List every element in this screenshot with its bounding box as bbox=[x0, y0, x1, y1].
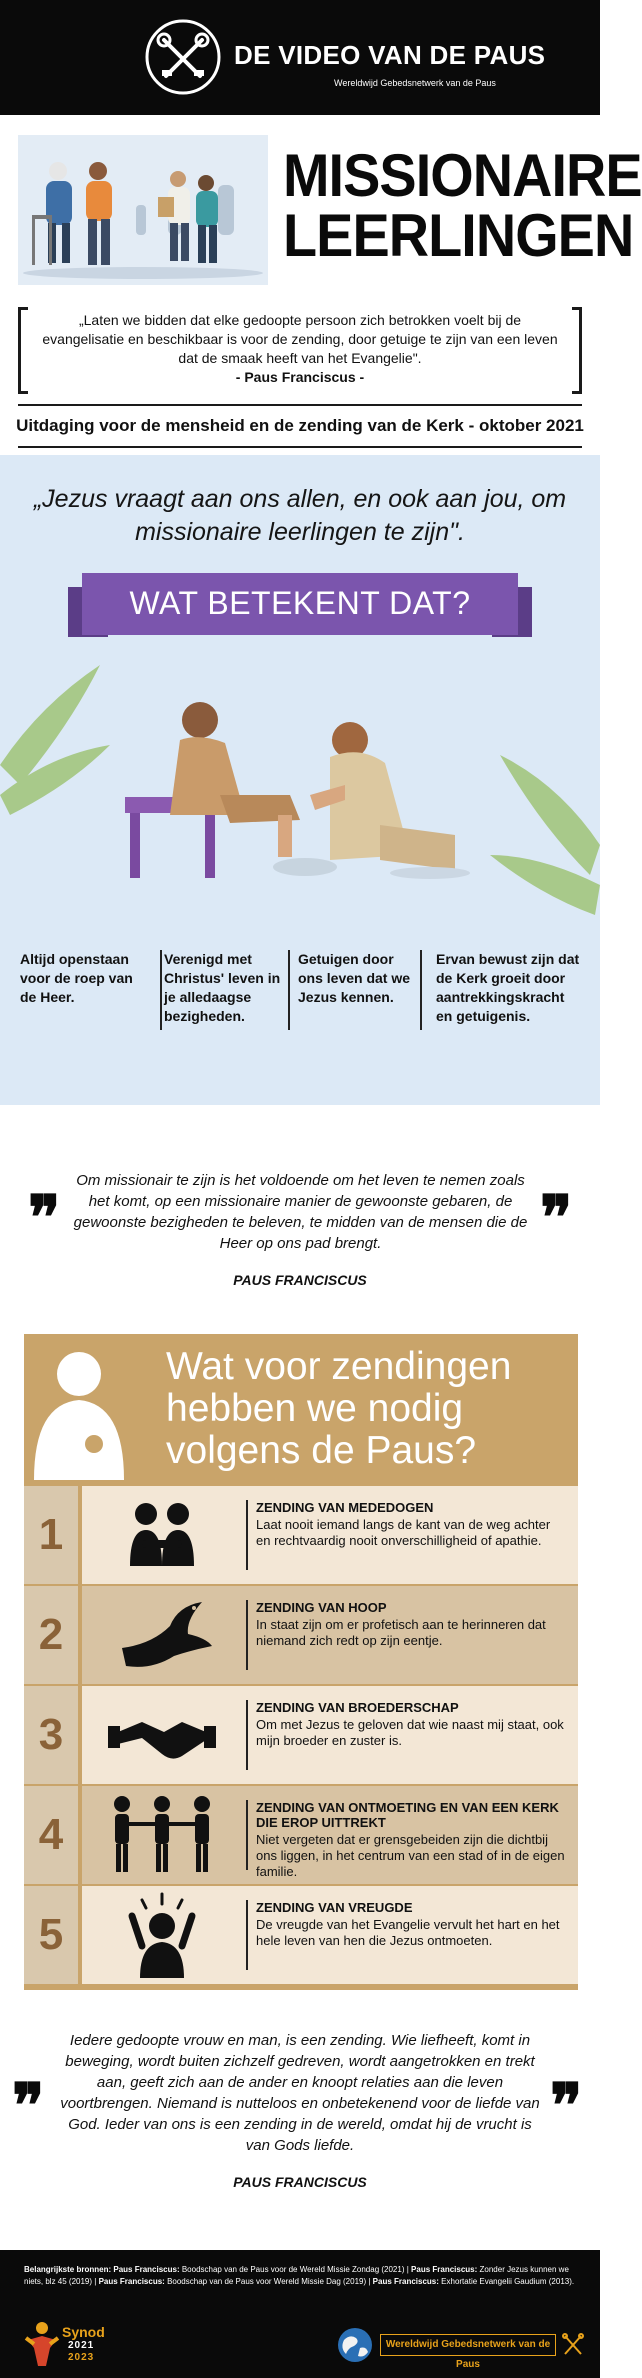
right-bracket bbox=[572, 307, 582, 394]
meaning-point-4: Ervan bewust zijn dat de Kerk groeit door aantrekkingskracht en getuigenis. bbox=[436, 951, 580, 1024]
mission-separator bbox=[246, 1600, 248, 1670]
mission-heading: ZENDING VAN HOOP bbox=[256, 1600, 387, 1615]
mission-heading: ZENDING VAN MEDEDOGEN bbox=[256, 1500, 434, 1515]
meaning-point-1: Altijd openstaan voor de roep van de Heer. bbox=[20, 951, 133, 1005]
mission-description: Niet vergeten dat er grensgebeiden zijn die dichtbij ons liggen, in het centrum van een stad of in de eigen familie. bbox=[256, 1832, 565, 1879]
joy-icon bbox=[82, 1886, 242, 1984]
mission-description: Laat nooit iemand langs de kant van de weg achter en rechtvaardig nooit onverschilligheid of apathie. bbox=[256, 1517, 551, 1548]
subtitle: Uitdaging voor de mensheid en de zending van de Kerk - oktober 2021 bbox=[16, 416, 584, 435]
source-author: Paus Franciscus: bbox=[372, 2277, 439, 2286]
brand-title: DE VIDEO VAN DE PAUS bbox=[234, 40, 546, 70]
mission-description: Om met Jezus te geloven dat wie naast mij staat, ook mijn broeder en zuster is. bbox=[256, 1717, 564, 1748]
left-quote-mark-icon: ❞ bbox=[28, 1183, 61, 1253]
crossed-keys-icon bbox=[562, 2332, 584, 2358]
mission-row bbox=[24, 1486, 578, 1584]
title-line-1: MISSIONAIRE bbox=[283, 142, 642, 209]
mission-row bbox=[24, 1786, 578, 1884]
missions-panel bbox=[24, 1334, 578, 1990]
mission-heading: ZENDING VAN VREUGDE bbox=[256, 1900, 413, 1915]
sources-label: Belangrijkste bronnen: bbox=[24, 2265, 112, 2274]
title-line-2: LEERLINGEN bbox=[283, 202, 634, 269]
synod-year-end: 2023 bbox=[68, 2352, 95, 2363]
mission-number: 2 bbox=[24, 1586, 78, 1684]
mission-number: 4 bbox=[24, 1786, 78, 1884]
right-quote-mark-icon: ❞ bbox=[540, 1183, 573, 1253]
mission-heading: ZENDING VAN BROEDERSCHAP bbox=[256, 1700, 459, 1715]
pope-quote-2-text: Iedere gedoopte vrouw en man, is een zending. Wie liefheeft, komt in beweging, wordt buiten zichzelf gedreven, wordt aangetrokken en trekt aan, geeft zich aan de ander en knoopt relaties aan die leven voortbrengen. Niemand is nutteloos en onbetekenend voor de liefde van God. Ieder van ons is een zending in de wereld, omdat hij de vrucht is van Gods liefde. bbox=[60, 2032, 540, 2154]
source-author: Paus Franciscus: bbox=[411, 2265, 478, 2274]
mission-row bbox=[24, 1586, 578, 1684]
left-bracket bbox=[18, 307, 28, 394]
banner bbox=[68, 573, 532, 645]
right-quote-mark-icon: ❞ bbox=[550, 2071, 583, 2141]
pope-quote-2-author: PAUS FRANCISCUS bbox=[233, 2174, 367, 2190]
mission-icon-box bbox=[82, 1786, 242, 1884]
column-separator bbox=[288, 950, 290, 1030]
crossed-keys-emblem-icon bbox=[144, 18, 222, 96]
mission-icon-box bbox=[82, 1486, 242, 1584]
pope-quote-1-author: PAUS FRANCISCUS bbox=[233, 1272, 367, 1288]
source-title: Boodschap van de Paus voor Wereld Missie Dag (2019) bbox=[167, 2277, 367, 2286]
foot-washing-illustration bbox=[0, 645, 600, 915]
main-title bbox=[283, 142, 642, 269]
globe-icon bbox=[336, 2326, 374, 2364]
page-footer bbox=[0, 2250, 600, 2378]
mission-icon-box bbox=[82, 1586, 242, 1684]
source-title: Boodschap van de Paus voor de Wereld Missie Zondag (2021) bbox=[181, 2265, 405, 2274]
pope-quote-2 bbox=[0, 2020, 600, 2200]
column-separator bbox=[420, 950, 422, 1030]
pope-quote-1 bbox=[0, 1160, 600, 1310]
mission-number: 3 bbox=[24, 1686, 78, 1784]
meaning-columns bbox=[20, 950, 580, 1030]
people-walking-illustration bbox=[18, 135, 268, 285]
synod-year-start: 2021 bbox=[68, 2340, 95, 2351]
jesus-quote: „Jezus vraagt aan ons allen, en ook aan jou, om missionaire leerlingen te zijn". bbox=[33, 485, 567, 546]
mission-separator bbox=[246, 1800, 248, 1870]
embrace-icon bbox=[82, 1486, 242, 1584]
intention-quote-author: - Paus Franciscus - bbox=[235, 369, 365, 385]
mission-icon-box bbox=[82, 1686, 242, 1784]
divider bbox=[18, 446, 582, 448]
intention-quote bbox=[38, 311, 562, 387]
pope-quote-1-text: Om missionair te zijn is het voldoende om het leven te nemen zoals het komt, op een missionaire manier de gewoonste gebaren, de gewoonste bezigheden te beleven, te midden van de mensen die de Heer op ons pad brengt. bbox=[73, 1172, 528, 1252]
prayer-network-logo bbox=[336, 2326, 586, 2370]
mission-heading: ZENDING VAN ONTMOETING EN VAN EEN KERK DIE EROP UITTREKT bbox=[256, 1800, 559, 1830]
network-name: Wereldwijd Gebedsnetwerk van de Paus bbox=[380, 2334, 556, 2356]
mission-description: De vreugde van het Evangelie vervult het hart en het hele leven van hen die Jezus ontmoeten. bbox=[256, 1917, 560, 1948]
banner-text: WAT BETEKENT DAT? bbox=[129, 585, 471, 621]
meaning-point-2: Verenigd met Christus' leven in je alledaagse bezigheden. bbox=[164, 951, 281, 1024]
meaning-section bbox=[0, 455, 600, 1105]
source-author: Paus Franciscus: bbox=[113, 2265, 180, 2274]
handshake-icon bbox=[82, 1686, 242, 1784]
source-title: Exhortatie Evangelii Gaudium (2013). bbox=[441, 2277, 575, 2286]
missions-title: Wat voor zendingen hebben we nodig volgens de Paus? bbox=[166, 1345, 512, 1472]
mission-separator bbox=[246, 1700, 248, 1770]
mission-number: 1 bbox=[24, 1486, 78, 1584]
meaning-point-3: Getuigen door ons leven dat we Jezus kennen. bbox=[298, 951, 411, 1005]
source-author: Paus Franciscus: bbox=[98, 2277, 165, 2286]
intention-quote-text: „Laten we bidden dat elke gedoopte persoon zich betrokken voelt bij de evangelisatie en beschikbaar is voor de zending, door getuige te zijn van een leven dat de smaak heeft van het Evangelie". bbox=[42, 312, 558, 366]
people-group-icon bbox=[82, 1786, 242, 1884]
synod-figure-icon bbox=[24, 2320, 60, 2366]
dove-icon bbox=[82, 1586, 242, 1684]
sources: Belangrijkste bronnen: Paus Franciscus: Boodschap van de Paus voor de Wereld Missie Zondag (2021) | Paus Franciscus: Zonder Jezus kunnen we niets, blz 45 (2019) | Paus Franciscus: Boodschap van de Paus voor Wereld Missie Dag (2019) | Paus Franciscus: Exhortatie Evangelii Gaudium (2013). bbox=[24, 2265, 575, 2286]
mission-description: In staat zijn om er profetisch aan te herinneren dat niemand zich redt op zijn eentje. bbox=[256, 1617, 546, 1648]
synod-word: Synod bbox=[62, 2324, 105, 2340]
page-header bbox=[0, 0, 600, 115]
mission-separator bbox=[246, 1500, 248, 1570]
mission-icon-box bbox=[82, 1886, 242, 1984]
source-title: Zonder Jezus kunnen we niets, blz 45 (2019) bbox=[24, 2265, 569, 2286]
divider bbox=[18, 404, 582, 406]
hero-illustration bbox=[18, 135, 268, 285]
mission-row bbox=[24, 1886, 578, 1984]
mission-row bbox=[24, 1686, 578, 1784]
synod-logo bbox=[24, 2320, 134, 2370]
intention-quote-box bbox=[18, 307, 582, 394]
mission-separator bbox=[246, 1900, 248, 1970]
column-separator bbox=[160, 950, 162, 1030]
praying-pope-silhouette-icon bbox=[24, 1334, 144, 1480]
brand-subtitle: Wereldwijd Gebedsnetwerk van de Paus bbox=[334, 78, 496, 88]
left-quote-mark-icon: ❞ bbox=[12, 2071, 45, 2141]
mission-number: 5 bbox=[24, 1886, 78, 1984]
